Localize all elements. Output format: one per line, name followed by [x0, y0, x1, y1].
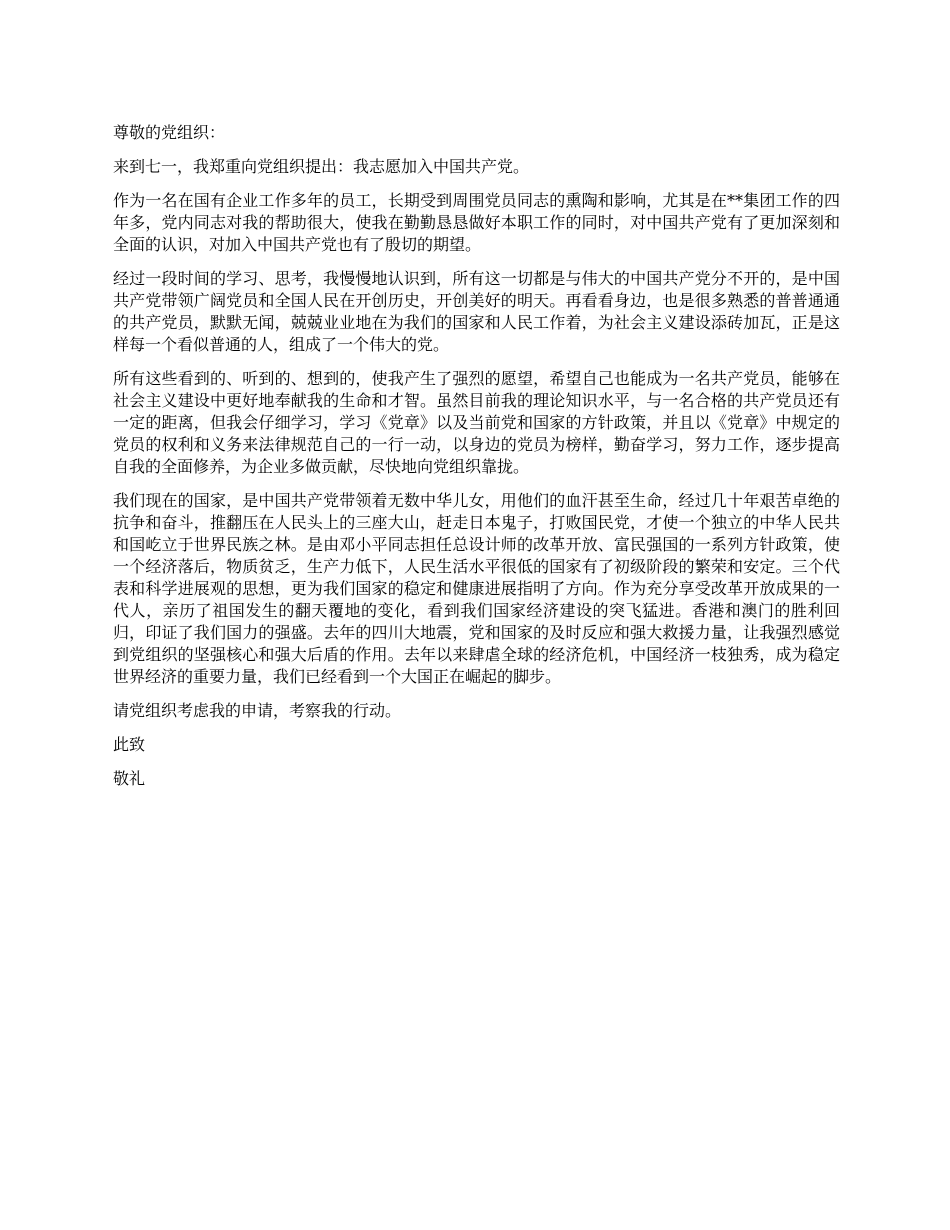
paragraph-opening: 来到七一，我郑重向党组织提出：我志愿加入中国共产党。: [113, 157, 530, 176]
paragraph-aspiration: 所有这些看到的、听到的、想到的，使我产生了强烈的愿望，希望自己也能成为一名共产党员，能够在社会主义建设中更好地奉献我的生命和才智。虽然目前我的理论知识水平，与一名合格的共产党员还有一定的距离，但我会仔细学习，学习《党章》以及当前党和国家的方针政策，并且以《党章》中规定的党员的权利和义务来法律规范自己的一行一动，以身边的党员为榜样，勤奋学习，努力工作，逐步提高自我的全面修养，为企业多做贡献，尽快地向党组织靠拢。: [113, 369, 840, 476]
closing-cizhi: 此致: [113, 735, 146, 754]
paragraph-request: 请党组织考虑我的申请，考察我的行动。: [113, 701, 402, 720]
paragraph-history: 我们现在的国家，是中国共产党带领着无数中华儿女，用他们的血汗甚至生命，经过几十年艰苦卓绝的抗争和奋斗，推翻压在人民头上的三座大山，赶走日本鬼子，打败国民党，才使一个独立的中华人民共和国屹立于世界民族之林。是由邓小平同志担任总设计师的改革开放、富民强国的一系列方针政策，使一个经济落后，物质贫乏，生产力低下，人民生活水平很低的国家有了初级阶段的繁荣和安定。三个代表和科学进展观的思想，更为我们国家的稳定和健康进展指明了方向。作为充分享受改革开放成果的一代人，亲历了祖国发生的翻天覆地的变化，看到我们国家经济建设的突飞猛进。香港和澳门的胜利回归，印证了我们国力的强盛。去年的四川大地震，党和国家的及时反应和强大救援力量，让我强烈感觉到党组织的坚强核心和强大后盾的作用。去年以来肆虐全球的经济危机，中国经济一枝独秀，成为稳定世界经济的重要力量，我们已经看到一个大国正在崛起的脚步。: [113, 491, 840, 686]
paragraph-background: 作为一名在国有企业工作多年的员工，长期受到周围党员同志的熏陶和影响，尤其是在**集团工作的四年多，党内同志对我的帮助很大，使我在勤勤恳恳做好本职工作的同时，对中国共产党有了更加深刻和全面的认识，对加入中国共产党也有了殷切的期望。: [113, 191, 840, 254]
letter-body: [113, 122, 840, 802]
paragraph-understanding: 经过一段时间的学习、思考，我慢慢地认识到，所有这一切都是与伟大的中国共产党分不开的，是中国共产党带领广阔党员和全国人民在开创历史，开创美好的明天。再看看身边，也是很多熟悉的普普通通的共产党员，默默无闻，兢兢业业地在为我们的国家和人民工作着，为社会主义建设添砖加瓦，正是这样每一个看似普通的人，组成了一个伟大的党。: [113, 269, 840, 354]
closing-jingli: 敬礼: [113, 769, 146, 788]
salutation: 尊敬的党组织：: [113, 123, 226, 142]
